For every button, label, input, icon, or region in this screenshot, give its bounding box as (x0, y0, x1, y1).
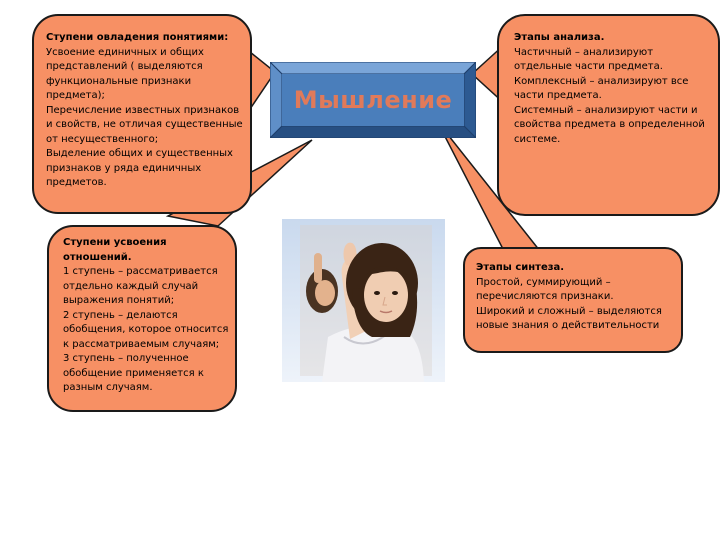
girl-raising-hand-photo (282, 219, 445, 382)
bubble-analysis (497, 14, 720, 216)
bubble-synthesis-line-1: Простой, суммирующий – перечисляются признаки. (476, 276, 614, 302)
concept-box (270, 62, 476, 138)
bubble-synthesis (463, 247, 683, 353)
bubble-synthesis-title: Этапы синтеза. (476, 262, 565, 273)
bubble-analysis-title: Этапы анализа. (514, 32, 605, 43)
bubble-relations (47, 225, 237, 412)
bubble-analysis-line-3: Системный – анализируют части и свойства предмета в определенной системе. (514, 104, 705, 145)
bubble-relations-line-3: 3 ступень – полученное обобщение применяется к разным случаям. (63, 353, 204, 393)
bubble-analysis-line-1: Частичный – анализируют отдельные части предмета. (514, 46, 663, 72)
concept-label: Мышление (293, 86, 453, 114)
bubble-concepts-line-2: Перечисление известных признаков и свойств, не отличая существенные от несущественного; (46, 104, 243, 145)
bubble-concepts-line-3: Выделение общих и существенных признаков у ряда единичных предметов. (46, 148, 233, 188)
bubble-concepts-title: Ступени овладения понятиями: (46, 32, 229, 43)
bubble-synthesis-line-2: Широкий и сложный – выделяются новые знания о действительности (476, 305, 662, 331)
photo-illustration (282, 219, 445, 382)
bubble-concepts (32, 14, 252, 214)
bubble-concepts-line-1: Усвоение единичных и общих представлений ( выделяются функциональные признаки предмета); (46, 46, 204, 101)
bubble-relations-title: Ступени усвоения отношений. (63, 237, 167, 263)
bubble-relations-line-1: 1 ступень – рассматривается отдельно каждый случай выражения понятий; (63, 266, 218, 306)
bubble-analysis-line-2: Комплексный – анализируют все части предмета. (514, 75, 689, 101)
bubble-relations-line-2: 2 ступень – делаются обобщения, которое относится к рассматриваемым случаям; (63, 309, 229, 350)
